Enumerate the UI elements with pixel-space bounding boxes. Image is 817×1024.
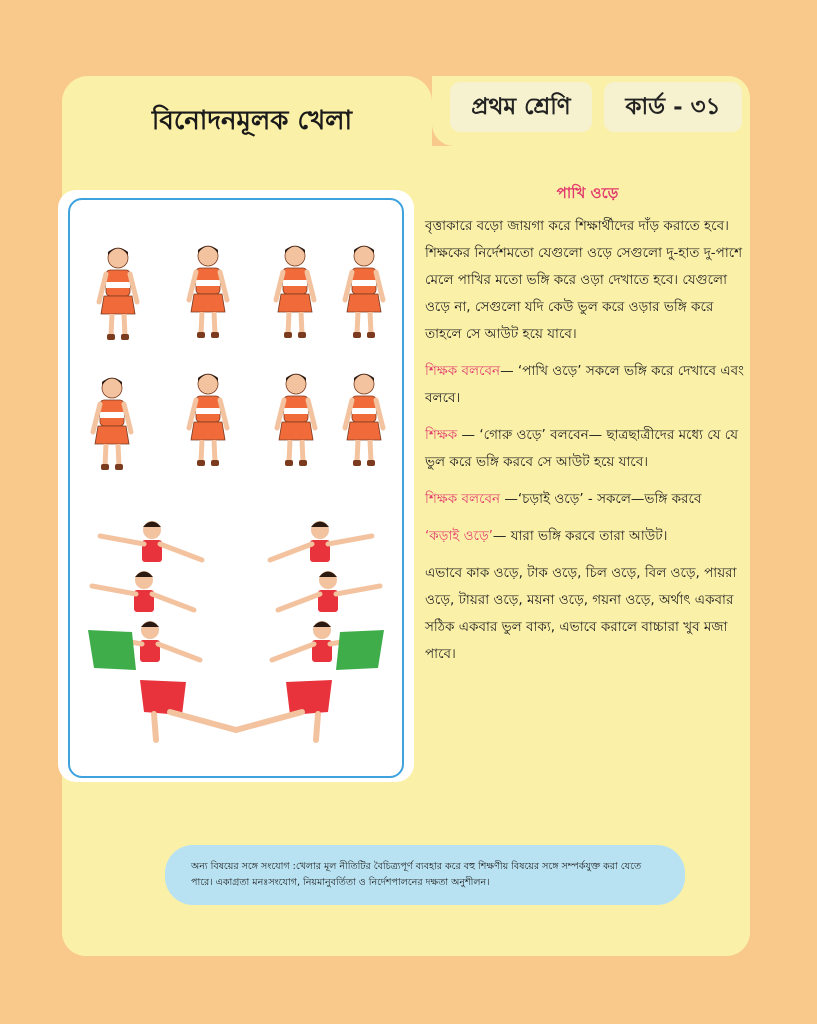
instruction-2-lead: শিক্ষক (425, 427, 458, 443)
intro-paragraph: বৃত্তাকারে বড়ো জায়গা করে শিক্ষার্থীদের দাঁড় করাতে হবে। শিক্ষকের নির্দেশমতো যেগুলো ওড়ে সেগুলো দু-হাত দু-পাশে মেলে পাখির মতো ভঙ্গি করে ওড়া দেখাতে হবে। যেগুলো ওড়ে না, সেগুলো যদি কেউ ভুল করে ওড়ার ভঙ্গি করে তাহলে সে আউট হয়ে যাবে। (425, 218, 743, 342)
instruction-3-lead: শিক্ষক বলবেন (425, 491, 501, 507)
page-title: বিনোদনমূলক খেলা (151, 106, 353, 136)
instruction-2 (425, 422, 750, 476)
card-header (432, 76, 750, 146)
instruction-4-text: — যারা ভঙ্গি করবে তারা আউট। (492, 528, 668, 544)
instruction-4-lead: ‘কড়াই ওড়ে’ (425, 528, 493, 544)
instruction-1-lead: শিক্ষক বলবেন (425, 363, 501, 379)
instruction-4 (425, 523, 750, 550)
section-subheading: পাখি ওড়ে (556, 184, 619, 202)
grade-label: প্রথম শ্রেণি (450, 82, 592, 132)
instruction-3-text: —‘চড়াই ওড়ে’ - সকলে—ভঙ্গি করবে (500, 491, 702, 507)
illustration-border (68, 198, 404, 778)
instruction-2-text: — ‘গোরু ওড়ে’ বলবেন— ছাত্রছাত্রীদের মধ্যে যে যে ভুল করে ভঙ্গি করবে সে আউট হয়ে যাবে। (425, 427, 739, 470)
closing-paragraph: এভাবে কাক ওড়ে, টাক ওড়ে, চিল ওড়ে, বিল ওড়ে, পায়রা ওড়ে, টায়রা ওড়ে, ময়না ওড়ে, গয়না ওড়ে, অর্থাৎ একবার সঠিক একবার ভুল বাক্য, এভাবে করালে বাচ্চারা খুব মজা পাবে। (425, 565, 737, 662)
instruction-3 (425, 486, 750, 513)
instructions (425, 180, 750, 678)
instruction-1-text: — ‘পাখি ওড়ে’ সকলে ভঙ্গি করে দেখাবে এবং বলবে। (425, 363, 744, 406)
cross-subject-note: অন্য বিষয়ের সঙ্গে সংযোগ :খেলার মূল নীতিটির বৈচিত্র্যপূর্ণ ব্যবহার করে বহু শিক্ষণীয় বিষয়ের সঙ্গে সম্পর্কযুক্ত করা যেতে পারে। একাগ্রতা মনঃসংযোগ, নিয়মানুবর্তিতা ও নির্দেশপালনের দক্ষতা অনুশীলন। (165, 845, 685, 905)
children-playing-illustration (70, 200, 402, 776)
instruction-1 (425, 358, 750, 412)
illustration-frame (58, 190, 414, 782)
card-number-label: কার্ড - ৩১ (604, 82, 742, 132)
